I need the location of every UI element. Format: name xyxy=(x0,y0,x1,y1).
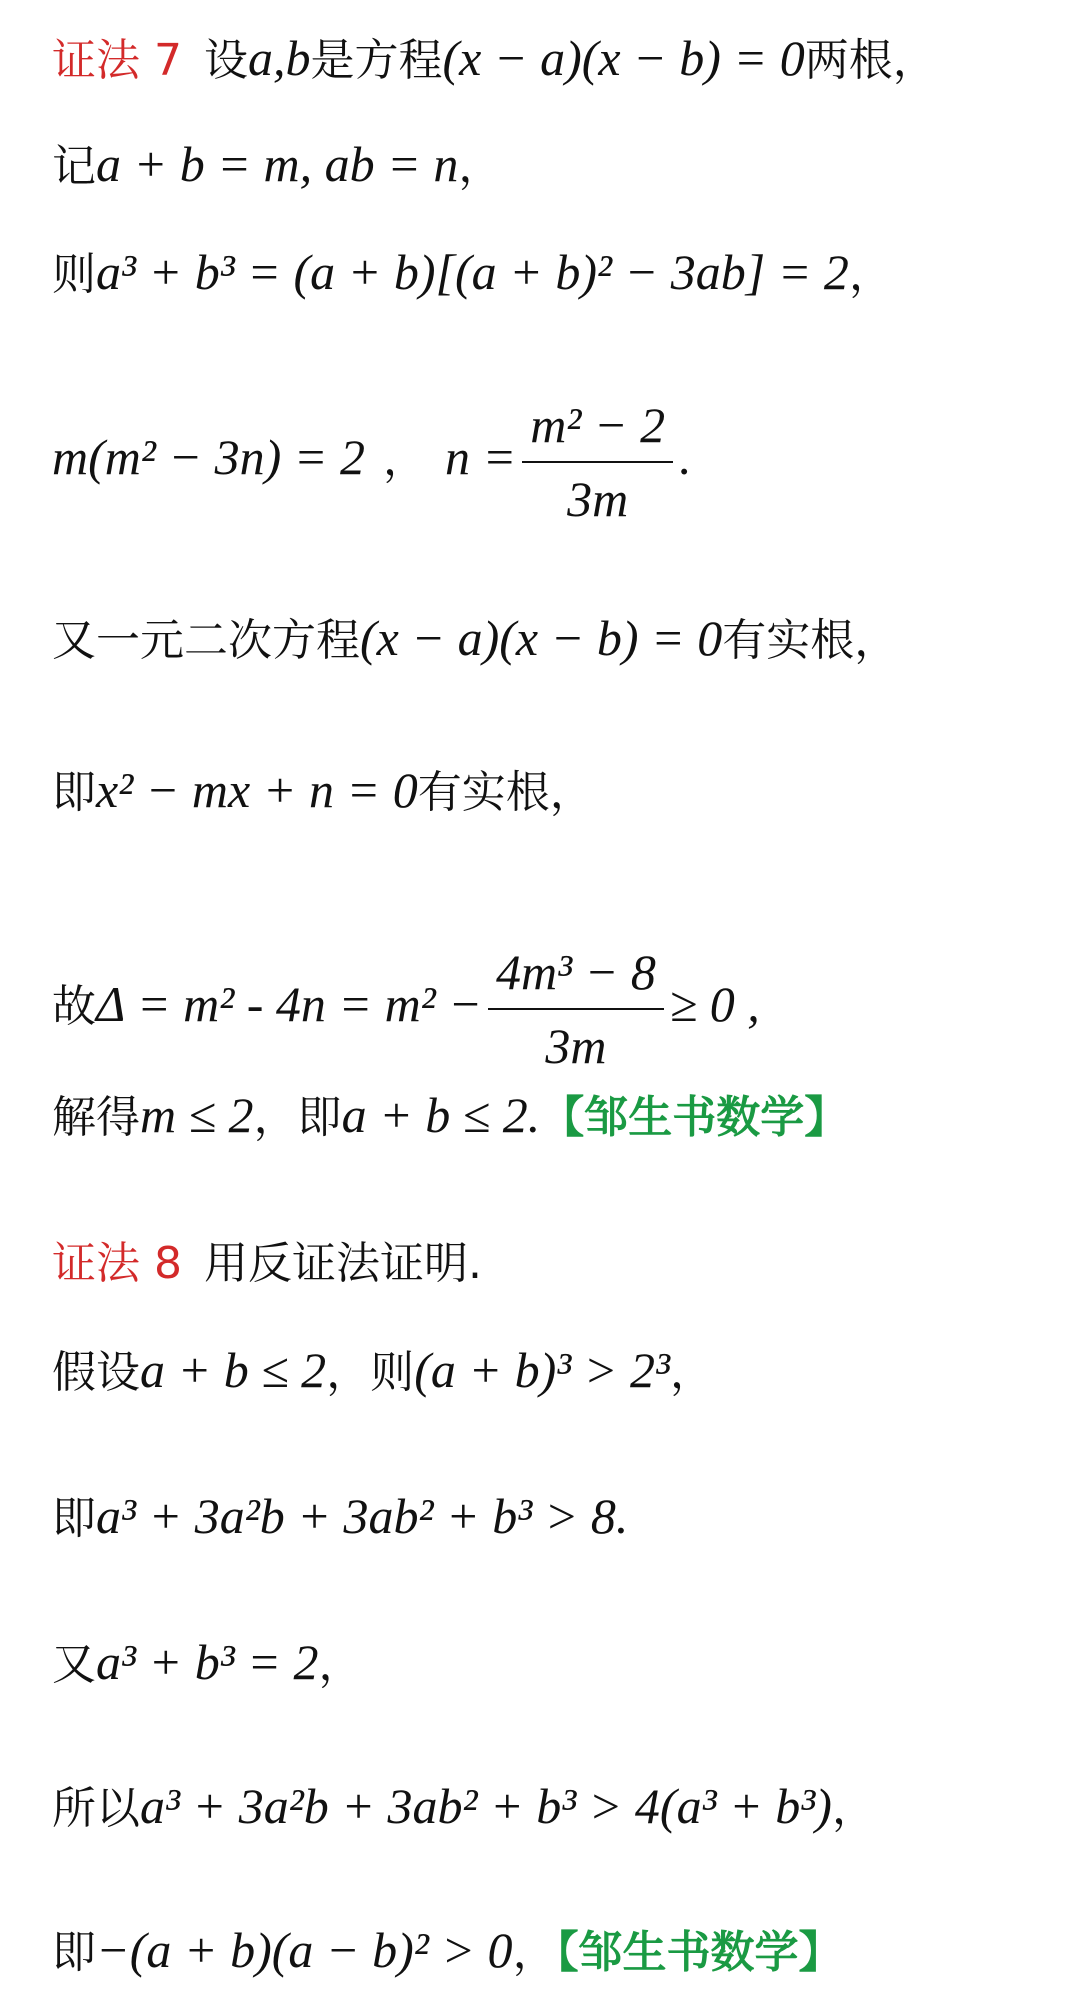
proof7-line3 xyxy=(52,242,893,305)
math: ≥ 0 , xyxy=(669,976,760,1032)
math: (a + b)³ > 2³ xyxy=(414,1342,670,1398)
math: x² − mx + n = 0 xyxy=(96,762,418,818)
text: 用反证法证明. xyxy=(203,1238,482,1289)
proof7-line1 xyxy=(52,28,937,91)
math: (x − a)(x − b) = 0 xyxy=(442,30,805,86)
brand-watermark: 【邹生书数学】 xyxy=(556,1927,843,1978)
math: m ≤ 2 xyxy=(140,1087,254,1143)
proof7-line8 xyxy=(52,1085,848,1148)
proof8-line1 xyxy=(52,1232,482,1294)
text: 故 xyxy=(52,981,96,1032)
math: a + b ≤ 2 xyxy=(140,1342,327,1398)
math: −(a + b)(a − b)² > 0 xyxy=(96,1922,513,1978)
math: (x − a)(x − b) = 0 xyxy=(360,610,723,666)
text: 两根， xyxy=(804,35,937,86)
proof8-line4 xyxy=(52,1632,362,1695)
text: ， xyxy=(383,434,427,485)
math: a³ + 3a²b + 3ab² + b³ > 8. xyxy=(96,1488,629,1544)
text: ， xyxy=(669,1347,714,1398)
text: ， xyxy=(831,1783,876,1834)
proof7-line7 xyxy=(52,942,760,1076)
text: 设 xyxy=(203,35,248,86)
text: 又 xyxy=(52,1639,96,1690)
text: 假设 xyxy=(52,1347,140,1398)
fraction-numerator: m² − 2 xyxy=(522,395,673,463)
proof7-line5 xyxy=(52,608,898,671)
math: a³ + 3a²b + 3ab² + b³ > 4(a³ + b³) xyxy=(140,1778,832,1834)
text: ，即 xyxy=(253,1092,342,1143)
text: 则 xyxy=(52,249,96,300)
text: 解得 xyxy=(52,1092,140,1143)
math: a + b ≤ 2. xyxy=(341,1087,541,1143)
fraction xyxy=(522,395,673,529)
text: 有实根， xyxy=(417,767,594,818)
text: 记 xyxy=(52,141,96,192)
proof7-line4 xyxy=(52,395,692,529)
proof7-line6 xyxy=(52,760,594,823)
math: m(m² − 3n) = 2 xyxy=(52,429,365,485)
math: n = xyxy=(445,429,517,485)
proof8-line5 xyxy=(52,1776,876,1839)
proof8-line3 xyxy=(52,1486,628,1549)
proof7-heading: 证法 7 xyxy=(52,35,182,86)
text: ， xyxy=(458,141,503,192)
fraction xyxy=(488,942,664,1076)
proof8-line6 xyxy=(52,1920,843,1983)
math: a³ + b³ = 2 xyxy=(96,1634,319,1690)
text: 即 xyxy=(52,767,96,818)
proof8-heading: 证法 8 xyxy=(52,1238,182,1289)
fraction-denominator: 3m xyxy=(545,1018,607,1074)
math: a,b xyxy=(247,30,311,86)
fraction-denominator: 3m xyxy=(567,471,629,527)
text: ， xyxy=(848,249,893,300)
math: a³ + b³ = (a + b)[(a + b)² − 3ab] = 2 xyxy=(96,244,849,300)
text: 所以 xyxy=(52,1783,140,1834)
brand-watermark: 【邹生书数学】 xyxy=(540,1092,849,1143)
math: . xyxy=(679,429,692,485)
text: 是方程 xyxy=(310,35,443,86)
proof7-line2 xyxy=(52,134,502,197)
math: Δ = m² - 4n = m² − xyxy=(96,976,483,1032)
fraction-numerator: 4m³ − 8 xyxy=(488,942,664,1010)
text: ， xyxy=(512,1927,557,1978)
math: a + b = m, ab = n xyxy=(96,136,459,192)
text: ， xyxy=(318,1639,363,1690)
text: 有实根， xyxy=(722,615,899,666)
text: 又一元二次方程 xyxy=(52,615,360,666)
text: ，则 xyxy=(326,1347,415,1398)
text: 即 xyxy=(52,1493,96,1544)
proof8-line2 xyxy=(52,1340,714,1403)
text: 即 xyxy=(52,1927,96,1978)
